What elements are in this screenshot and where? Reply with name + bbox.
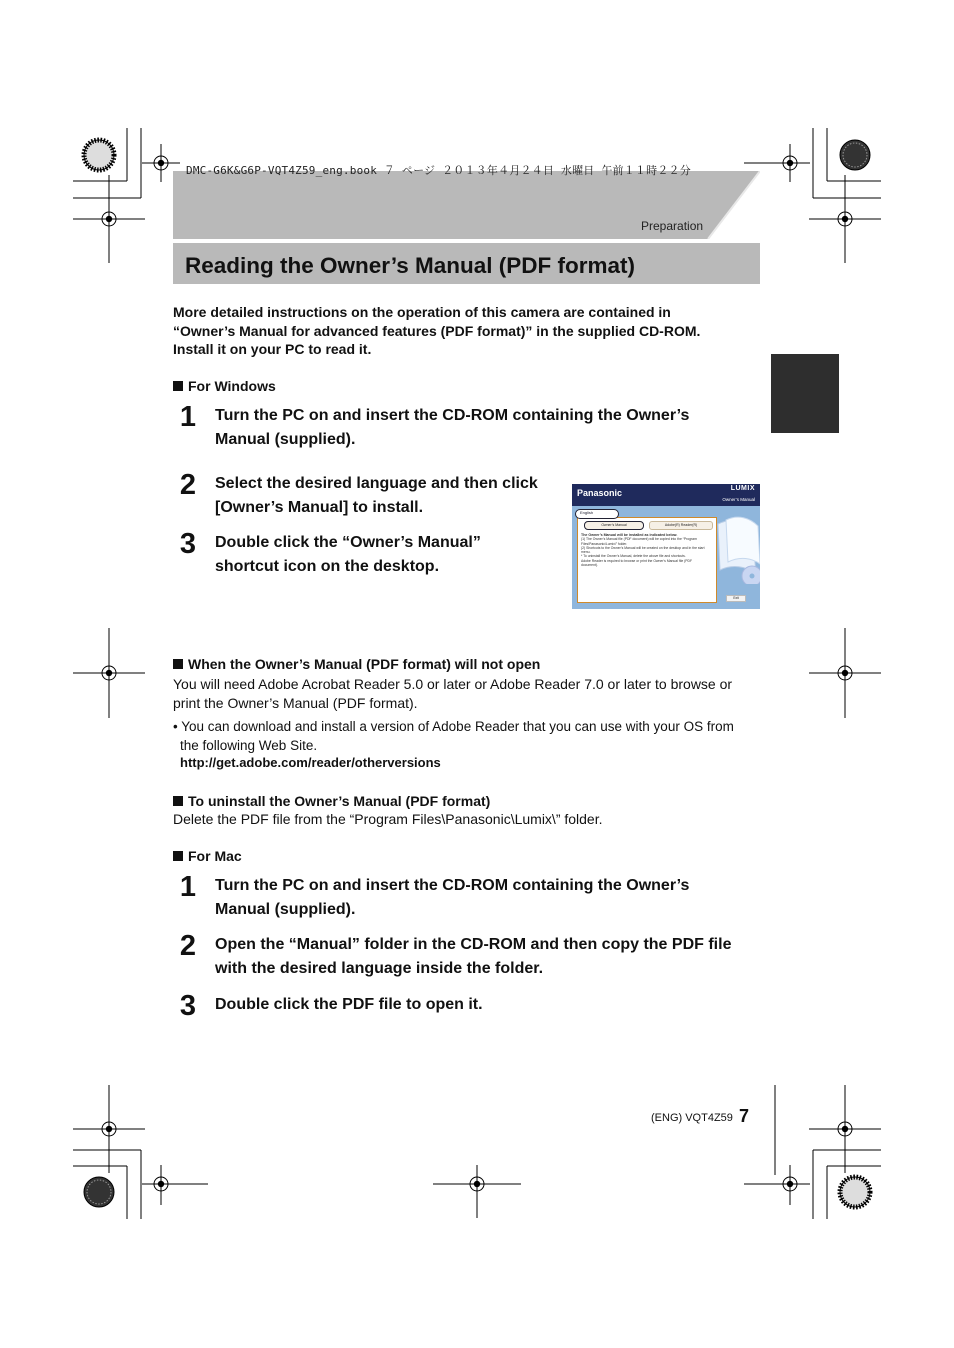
chapter-tab (771, 354, 839, 433)
body-line: print the Owner’s Manual (PDF format). (173, 694, 418, 711)
step-line: shortcut icon on the desktop. (215, 558, 440, 575)
installer-text-line: (2) Shortcuts to the Owner’s Manual will be created on the desktop and in the start menu. (581, 545, 705, 555)
windows-step-number: 3 (179, 528, 197, 560)
installer-text-line: * To uninstall the Owner’s Manual, delete the above file and shortcuts. (581, 554, 686, 559)
mac-step-number: 2 (179, 930, 197, 962)
step-line: Manual (supplied). (215, 901, 356, 918)
mac-step-number: 1 (179, 871, 197, 903)
step-line: Turn the PC on and insert the CD-ROM containing the Owner’s (215, 877, 690, 894)
step-line: [Owner’s Manual] to install. (215, 499, 424, 516)
mac-step-number: 3 (179, 990, 197, 1022)
intro-line: Install it on your PC to read it. (173, 341, 372, 357)
mac-step-1 (215, 874, 760, 922)
step-line: Select the desired language and then click (215, 475, 538, 492)
installer-screenshot (572, 484, 760, 609)
windows-heading (173, 378, 276, 394)
mac-step-3 (215, 993, 760, 1017)
body-line: You will need Adobe Acrobat Reader 5.0 or later or Adobe Reader 7.0 or later to browse or (173, 676, 733, 692)
installer-text-line: Adobe Reader is required to browse or print the Owner’s Manual file (PDF document). (581, 558, 693, 568)
print-metadata: DMC-G6K&G6P-VQT4Z59_eng.book ７ ページ ２０１３年４月２４日 水曜日 午前１１時２２分 (186, 164, 691, 177)
adobe-reader-button[interactable]: Adobe(R) Reader(R) (649, 521, 713, 530)
intro-paragraph (173, 303, 763, 359)
book-illustration-icon (712, 514, 760, 584)
installer-lumix-logo: LUMIX (730, 485, 755, 492)
installer-text-heading: The Owner’s Manual will be installed as indicated below. (581, 533, 678, 537)
intro-line: More detailed instructions on the operation of this camera are contained in (173, 304, 671, 320)
step-line: Open the “Manual” folder in the CD-ROM and then copy the PDF file (215, 936, 732, 953)
bullet-line: the following Web Site. (180, 737, 318, 753)
installer-text-line: (1) The Owner’s Manual file (PDF document) will be copied into the “Program Files\Panasonic\Lumix\” folder. (581, 537, 697, 546)
owners-manual-button[interactable]: Owner’s Manual (584, 521, 644, 530)
not-open-heading-text: When the Owner’s Manual (PDF format) will not open (188, 656, 541, 672)
windows-heading-text: For Windows (188, 378, 276, 394)
step-line: with the desired language inside the folder. (215, 960, 544, 977)
header-corner-decoration (700, 171, 760, 239)
step-line: Turn the PC on and insert the CD-ROM containing the Owner’s (215, 407, 690, 424)
installer-brand: Panasonic (577, 488, 623, 498)
mac-heading-text: For Mac (188, 848, 242, 864)
intro-line: “Owner’s Manual for advanced features (PDF format)” in the supplied CD-ROM. (173, 322, 701, 339)
installer-title-bar (572, 484, 760, 506)
square-bullet-icon (173, 381, 183, 391)
bullet-line: • You can download and install a version of Adobe Reader that you can use with your OS from (173, 719, 734, 734)
installer-description (581, 533, 709, 567)
page-title: Reading the Owner’s Manual (PDF format) (185, 253, 636, 278)
square-bullet-icon (173, 851, 183, 861)
square-bullet-icon (173, 796, 183, 806)
adobe-bullet (173, 718, 773, 755)
uninstall-heading-text: To uninstall the Owner’s Manual (PDF format) (188, 793, 491, 809)
uninstall-heading (173, 793, 490, 809)
windows-step-2 (215, 472, 565, 520)
uninstall-text: Delete the PDF file from the “Program Files\Panasonic\Lumix\” folder. (173, 811, 603, 827)
mac-heading (173, 848, 242, 864)
windows-step-1 (215, 404, 755, 452)
installer-subtitle: Owner’s Manual (722, 497, 755, 502)
windows-step-number: 1 (179, 401, 197, 433)
section-label: Preparation (641, 219, 704, 233)
installer-exit-button[interactable]: Exit (726, 595, 746, 602)
model-code: (ENG) VQT4Z59 (651, 1112, 733, 1124)
step-line: Double click the “Owner’s Manual” (215, 534, 481, 551)
step-line: Double click the PDF file to open it. (215, 996, 483, 1013)
mac-step-2 (215, 933, 775, 981)
square-bullet-icon (173, 659, 183, 669)
language-select-value: English (580, 510, 594, 515)
windows-step-3 (215, 531, 565, 579)
not-open-heading (173, 656, 540, 672)
windows-step-number: 2 (179, 469, 197, 501)
adobe-download-link[interactable]: http://get.adobe.com/reader/otherversions (180, 755, 441, 770)
language-select[interactable] (575, 509, 619, 519)
step-line: Manual (supplied). (215, 431, 356, 448)
page-number: 7 (739, 1106, 750, 1126)
not-open-paragraph (173, 675, 773, 712)
